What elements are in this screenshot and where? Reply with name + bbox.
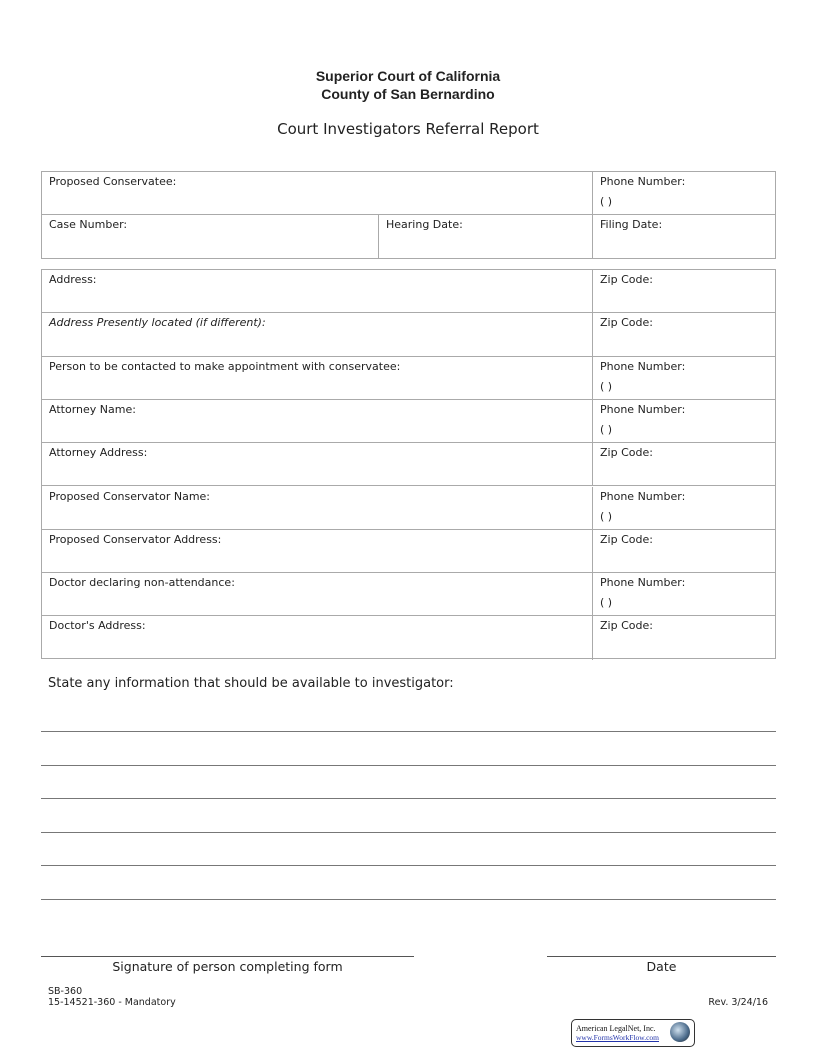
revision: Rev. 3/24/16	[708, 997, 768, 1008]
field-7-left[interactable]	[42, 573, 593, 616]
form-title: Court Investigators Referral Report	[277, 120, 539, 138]
field-label: Hearing Date:	[386, 218, 463, 231]
info-line[interactable]	[41, 865, 776, 866]
field-1-left[interactable]	[42, 313, 593, 356]
field-label: Proposed Conservator Name:	[49, 489, 211, 503]
zip-code-field[interactable]	[593, 270, 776, 313]
date-line[interactable]	[547, 956, 776, 957]
info-line[interactable]	[41, 731, 776, 732]
legalnet-logo	[571, 1019, 695, 1047]
phone-placeholder: ( )	[600, 379, 613, 393]
phone-number-field[interactable]	[593, 573, 776, 616]
phone-placeholder: ( )	[600, 509, 613, 523]
field-6-left[interactable]	[42, 530, 593, 573]
zip-code-field[interactable]	[593, 616, 776, 659]
form-number: 15-14521-360 - Mandatory	[48, 997, 176, 1008]
county-name: County of San Bernardino	[321, 86, 495, 102]
filing-date-field[interactable]	[593, 215, 776, 258]
proposed-conservatee-field[interactable]	[42, 172, 593, 215]
contacts-table	[41, 269, 776, 659]
court-name: Superior Court of California	[315, 68, 501, 84]
field-4-left[interactable]	[42, 443, 593, 486]
field-label: Attorney Name:	[49, 402, 136, 416]
field-2-left[interactable]	[42, 357, 593, 400]
field-label: Address Presently located (if different):	[49, 316, 266, 330]
phone-placeholder: ( )	[600, 422, 613, 436]
phone-number-field[interactable]	[593, 400, 776, 443]
phone-placeholder: ( )	[600, 195, 613, 208]
phone-number-field[interactable]	[593, 357, 776, 400]
form-id: SB-360	[48, 986, 83, 997]
logo-company: American LegalNet, Inc.	[576, 1024, 656, 1033]
phone-number-field[interactable]	[593, 172, 776, 215]
field-label: Zip Code:	[600, 532, 653, 546]
date-label: Date	[646, 959, 677, 974]
zip-code-field[interactable]	[593, 443, 776, 486]
signature-label: Signature of person completing form	[112, 959, 343, 974]
info-line[interactable]	[41, 899, 776, 900]
field-label: Filing Date:	[600, 218, 663, 231]
field-8-left[interactable]	[42, 616, 593, 659]
field-label: Phone Number:	[600, 359, 686, 373]
field-label: Phone Number:	[600, 175, 686, 188]
case-number-field[interactable]	[42, 215, 379, 258]
field-label: Proposed Conservator Address:	[49, 532, 222, 546]
field-5-left[interactable]	[42, 487, 593, 530]
info-line[interactable]	[41, 798, 776, 799]
phone-number-field[interactable]	[593, 487, 776, 530]
hearing-date-field[interactable]	[379, 215, 593, 258]
case-info-table	[41, 171, 776, 259]
signature-line[interactable]	[41, 956, 414, 957]
info-line[interactable]	[41, 832, 776, 833]
field-label: Proposed Conservatee:	[49, 175, 177, 188]
field-label: Doctor's Address:	[49, 619, 146, 633]
field-label: Doctor declaring non-attendance:	[49, 576, 235, 590]
phone-placeholder: ( )	[600, 596, 613, 610]
field-label: Zip Code:	[600, 316, 653, 330]
info-line[interactable]	[41, 765, 776, 766]
field-label: Phone Number:	[600, 489, 686, 503]
field-label: Zip Code:	[600, 273, 653, 286]
zip-code-field[interactable]	[593, 313, 776, 356]
zip-code-field[interactable]	[593, 530, 776, 573]
logo-url: www.FormsWorkFlow.com	[576, 1033, 660, 1042]
field-label: Phone Number:	[600, 576, 686, 590]
field-label: Attorney Address:	[49, 446, 148, 460]
globe-icon	[670, 1022, 690, 1042]
field-label: Zip Code:	[600, 446, 653, 460]
field-label: Address:	[49, 273, 97, 286]
field-3-left[interactable]	[42, 400, 593, 443]
field-label: Person to be contacted to make appointment with conservatee:	[49, 359, 401, 373]
field-label: Phone Number:	[600, 402, 686, 416]
info-prompt: State any information that should be available to investigator:	[48, 676, 454, 691]
field-0-left[interactable]	[42, 270, 593, 313]
field-label: Case Number:	[49, 218, 128, 231]
field-label: Zip Code:	[600, 619, 653, 633]
